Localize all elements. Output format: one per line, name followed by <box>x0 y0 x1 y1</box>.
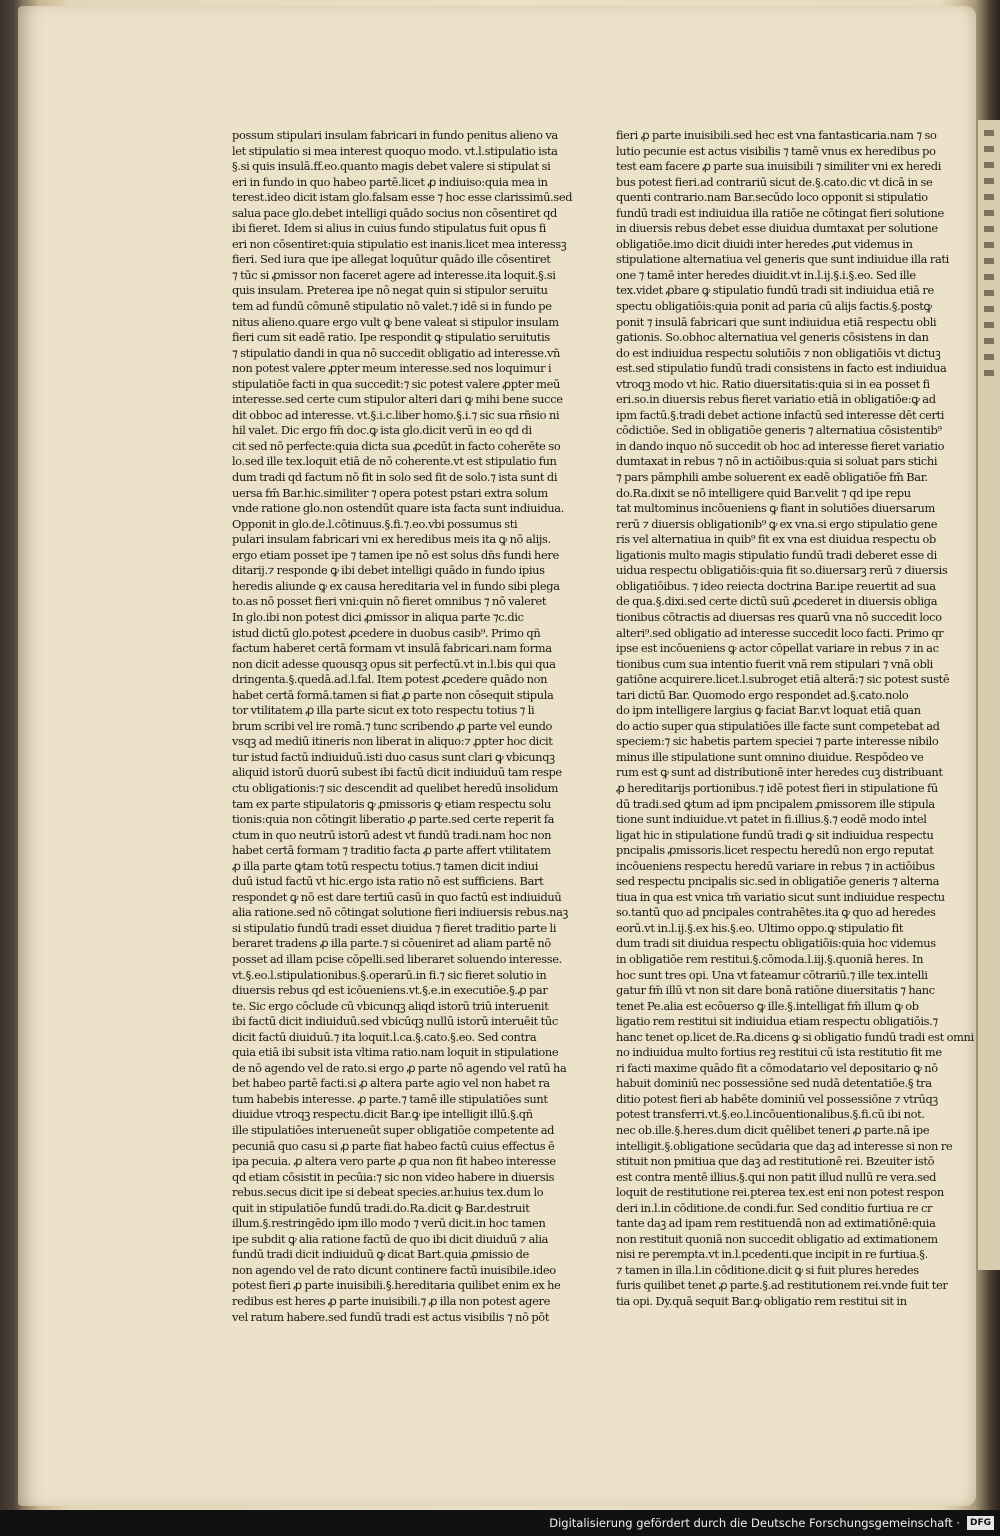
text-line: pecuniā quo casu si ꝓ parte fiat habeo factū cuius effectus ē <box>232 1138 555 1153</box>
text-line: loquit de restitutione rei.pterea tex.est eni non potest respon <box>616 1185 944 1200</box>
text-line: hoc sunt tres opi. Una vt fateamur cōtrariū.⁊ ille tex.intelli <box>616 967 928 982</box>
text-line: incōueniens respectu heredū variare in rebus ⁊ in actiōibus <box>616 858 935 873</box>
text-line: non agendo vel de rato dicunt continere factū inuisibile.ideo <box>232 1262 556 1277</box>
text-line: stipulatiōe facti in qua succedit:⁊ sic potest valere ꝓpter meū <box>232 376 560 391</box>
text-line: obligatiōe.imo dicit diuidi inter heredes ꝓut videmus in <box>616 236 913 251</box>
text-line: ipse est incōueniens ꝙ actor cōpellat variare in rebus ⁊ in ac <box>616 641 939 656</box>
text-line: quit in stipulatiōe fundū tradi.do.Ra.dicit ꝙ Bar.destruit <box>232 1200 530 1215</box>
text-line: lo.sed ille tex.loquit etiā de nō coherente.vt est stipulatio fun <box>232 454 557 469</box>
text-line: fundū tradi dicit indiuiduū ꝙ dicat Bart.quia ꝓmissio de <box>232 1247 529 1262</box>
text-line: est.sed stipulatio fundū tradi consistens in facto est indiuidua <box>616 361 947 376</box>
text-line: stipulatione alternatiua vel generis que sunt indiuidue illa rati <box>616 252 949 267</box>
text-line: tex.videt ꝓbare ꝙ stipulatio fundū tradi sit indiuidua etiā re <box>616 283 934 298</box>
text-line: dicit factū diuiduū.⁊ ita loquit.l.ca.§.cato.§.eo. Sed contra <box>232 1029 537 1044</box>
text-line: ligationis multo magis stipulatio fundū tradi deberet esse di <box>616 547 937 562</box>
text-line: tenet Pe.alia est ecōuerso ꝙ ille.§.intelligat fm̄ illum ꝙ ob <box>616 998 919 1013</box>
adjacent-page-edge <box>978 120 1000 1270</box>
text-line: do ipm intelligere largius ꝙ faciat Bar.vt loquat etiā quan <box>616 703 921 718</box>
text-line: ergo etiam posset ipe ⁊ tamen ipe nō est solus dn̄s fundi here <box>232 547 559 562</box>
text-line: tur istud factū indiuiduū.isti duo casus sunt clari ꝙ vbicunqꝫ <box>232 749 555 764</box>
text-line: §.si quis insulā.ff.eo.quanto magis debet valere si stipulat si <box>232 159 551 174</box>
text-line: fieri. Sed iura que ipe allegat loquūtur quādo ille cōsentiret <box>232 252 551 267</box>
text-line: eorū.vt in.l.ij.§.ex his.§.eo. Ultimo oppo.ꝙ stipulatio fit <box>616 920 904 935</box>
text-line: tam ex parte stipulatoris ꝙ ꝓmissoris ꝙ etiam respectu solu <box>232 796 551 811</box>
text-line: respondet ꝙ nō est dare tertiū casū in quo factū est indiuiduū <box>232 889 562 904</box>
text-line: vsqꝫ ad mediū itineris non liberat in aliquo:⁊ ꝓpter hoc dicit <box>232 734 553 749</box>
text-line: ponit ⁊ insulā fabricari que sunt indiuidua etiā respectu obli <box>616 314 937 329</box>
text-line: do.Ra.dixit se nō intelligere quid Bar.velit ⁊ qd ipe repu <box>616 485 911 500</box>
text-line: beraret tradens ꝓ illa parte.⁊ si cōueniret ad aliam partē nō <box>232 936 551 951</box>
text-line: diuersis rebus qd est icōueniens.vt.§.e.in executiōe.§.ꝓ par <box>232 983 548 998</box>
text-line: rebus.secus dicit ipe si debeat species.ar.huius tex.dum lo <box>232 1185 544 1200</box>
text-line: factum haberet certā formam vt insulā fabricari.nam forma <box>232 641 552 656</box>
text-line: habet certā formam ⁊ traditio facta ꝓ parte affert vtilitatem <box>232 843 551 858</box>
text-line: posset ad illam pcise cōpelli.sed liberaret soluendo interesse. <box>232 951 562 966</box>
text-line: eri in fundo in quo habeo partē.licet ꝓ indiuiso:quia mea in <box>232 174 548 189</box>
text-line: tionibus cōtractis ad diuersas res quarū vna nō succedit loco <box>616 609 942 624</box>
text-line: tia opi. Dy.quā sequit Bar.ꝙ obligatio rem restitui sit in <box>616 1294 907 1309</box>
text-line: hanc tenet op.licet de.Ra.dicens ꝙ si obligatio fundū tradi est omni <box>616 1029 974 1044</box>
text-line: ꝓ hereditarijs portionibus.⁊ idē potest fieri in stipulatione fū <box>616 780 938 795</box>
text-line: de qua.§.dixi.sed certe dictū suū ꝓcederet in diuersis obliga <box>616 594 938 609</box>
text-line: non dicit adesse quousqꝫ opus sit perfectū.vt in.l.bis qui qua <box>232 656 556 671</box>
text-line: alteri⁹.sed obligatio ad interesse succedit loco facti. Primo qr <box>616 625 944 640</box>
text-line: cōdictiōe. Sed in obligatiōe generis ⁊ alternatiua cōsistentib⁹ <box>616 423 942 438</box>
text-line: tum habebis interesse. ꝓ parte.⁊ tamē ille stipulatiōes sunt <box>232 1091 548 1106</box>
text-line: do actio super qua stipulatiōes ille facte sunt competebat ad <box>616 718 940 733</box>
text-line: tari dictū Bar. Quomodo ergo respondet ad.§.cato.nolo <box>616 687 909 702</box>
text-line: intelligit.§.obligatione secūdaria que daꝫ ad interesse si non re <box>616 1138 953 1153</box>
text-line: deri in.l.in cōditione.de condi.fur. Sed conditio furtiua re cr <box>616 1200 933 1215</box>
text-line: rerū ⁊ diuersis obligationib⁹ ꝙ ex vna.si ergo stipulatio gene <box>616 516 938 531</box>
right-text-column <box>616 128 974 1309</box>
text-line: quenti contrario.nam Bar.secūdo loco opponit si stipulatio <box>616 190 928 205</box>
text-line: terest.ideo dicit istam glo.falsam esse ⁊ hoc esse clarissimū.sed <box>232 190 573 205</box>
text-line: pulari insulam fabricari vni ex heredibus meis ita ꝙ nō alijs. <box>232 532 551 547</box>
text-line: spectu obligatiōis:quia ponit ad paria cū alijs factis.§.postꝙ <box>616 299 932 314</box>
text-line: duū istud factū vt hic.ergo ista ratio nō est sufficiens. Bart <box>232 874 544 889</box>
text-line: to.as nō posset fieri vni:quin nō fieret omnibus ⁊ nō valeret <box>232 594 547 609</box>
text-line: ri facti maxime quādo fit a cōmodatario vel depositario ꝙ nō <box>616 1060 938 1075</box>
text-line: dringenta.§.quedā.ad.l.fal. Item potest ꝓcedere quādo non <box>232 672 548 687</box>
text-line: fieri ꝓ parte inuisibili.sed hec est vna fantasticaria.nam ⁊ so <box>616 128 937 142</box>
funding-credit: Digitalisierung gefördert durch die Deutsche Forschungsgemeinschaft · <box>549 1516 960 1530</box>
text-line: so.tantū quo ad pncipales contrahētes.ita ꝙ quo ad heredes <box>616 905 936 920</box>
text-line: dum tradi qd factum nō fit in solo sed fit de solo.⁊ ista sunt di <box>232 470 558 485</box>
text-line: interesse.sed certe cum stipulor alteri dari ꝙ mihi bene succe <box>232 392 563 407</box>
text-line: stituit non pmitiua que daꝫ ad restitutionē rei. Bzeuiter istō <box>616 1154 935 1169</box>
text-line: furis quilibet tenet ꝓ parte.§.ad restitutionem rei.vnde fuit ter <box>616 1278 948 1293</box>
text-line: in obligatiōe rem restitui.§.cōmoda.l.iij.§.quoniā heres. In <box>616 951 924 966</box>
text-line: sed respectu pncipalis sic.sed in obligatiōe generis ⁊ alterna <box>616 874 940 889</box>
text-line: si stipulatio fundū tradi esset diuidua ⁊ fieret traditio parte li <box>232 920 557 935</box>
text-line: habet certā formā.tamen si fiat ꝓ parte non cōsequit stipula <box>232 687 554 702</box>
text-line: gatur fm̄ illū vt non sit dare bonā ratiōne diuersitatis ⁊ hanc <box>616 983 935 998</box>
text-line: vel ratum habere.sed fundū tradi est actus visibilis ⁊ nō pōt <box>232 1309 550 1324</box>
text-line: rum est ꝙ sunt ad distributionē inter heredes cuꝫ distribuant <box>616 765 943 780</box>
text-line: ris vel alternatiua in quib⁹ fit ex vna est diuidua respectu ob <box>616 532 936 547</box>
text-line: fieri cum sit eadē ratio. Ipe respondit ꝙ stipulatio seruitutis <box>232 330 550 345</box>
text-line: ditarij.⁊ responde ꝙ ibi debet intelligi quādo in fundo ipius <box>232 563 545 578</box>
text-line: tione sunt indiuidue.vt patet in fi.illius.§.⁊ eodē modo intel <box>616 812 927 827</box>
text-line: minus ille stipulatione sunt omnino diuidue. Respōdeo ve <box>616 749 924 764</box>
text-line: heredis aliunde ꝙ ex causa hereditaria vel in fundo sibi plega <box>232 578 560 593</box>
text-line: ipa pecuia. ꝓ altera vero parte ꝓ qua non fit habeo interesse <box>232 1154 556 1169</box>
text-line: ille stipulatiōes interueneūt super obligatiōe competente ad <box>232 1123 555 1137</box>
text-line: bet habeo partē facti.si ꝓ altera parte agio vel non habet ra <box>232 1076 550 1091</box>
text-line: vnde ratione glo.non ostendūt quare ista facta sunt indiuidua. <box>232 501 565 516</box>
text-line: in dando inquo nō succedit ob hoc ad interesse fieret variatio <box>616 438 945 453</box>
text-line: eri non cōsentiret:quia stipulatio est inanis.licet mea interessꝫ <box>232 236 567 251</box>
text-line: quis insulam. Preterea ipe nō negat quin si stipulor seruitu <box>232 283 548 298</box>
text-line: dum tradi sit diuidua respectu obligatiōis:quia hoc videmus <box>616 936 936 951</box>
text-line: illum.§.restringēdo ipm illo modo ⁊ verū dicit.in hoc tamen <box>232 1216 546 1231</box>
text-line: no indiuidua multo fortius reꝫ restitui cū ista restitutio fit me <box>616 1045 942 1060</box>
text-line: vtroqꝫ modo vt hic. Ratio diuersitatis:quia si in ea posset fi <box>616 376 930 391</box>
text-line: ipe subdit ꝙ alia ratione factū de quo ibi dicit diuiduū ⁊ alia <box>232 1231 549 1246</box>
text-line: tante daꝫ ad ipam rem restituendā non ad extimatiōnē:quia <box>616 1216 936 1231</box>
text-line: ⁊ stipulatio dandi in qua nō succedit obligatio ad interesse.vn̄ <box>232 345 561 360</box>
text-line: do est indiuidua respectu solutiōis ⁊ non obligatiōis vt dictuꝫ <box>616 345 941 360</box>
text-line: ⁊ tūc si ꝓmissor non faceret agere ad interesse.ita loquit.§.si <box>232 267 556 282</box>
text-line: tor vtilitatem ꝓ illa parte sicut ex toto respectu totius ⁊ li <box>232 703 535 718</box>
footer-bar <box>0 1510 1000 1536</box>
text-line: eri.so.in diuersis rebus fieret variatio etiā in obligatiōe:ꝙ ad <box>616 392 936 407</box>
text-line: speciem:⁊ sic habetis partem speciei ⁊ parte interesse nibilo <box>616 734 939 749</box>
text-line: cit sed nō perfecte:quia dicta sua ꝓcedūt in facto coherēte so <box>232 438 561 453</box>
text-line: ctu obligationis:⁊ sic descendit ad quelibet heredū insolidum <box>232 780 559 795</box>
text-line: ligatio rem restitui sit indiuidua etiam respectu obligatiōis.⁊ <box>616 1014 938 1029</box>
text-line: obligatiōibus. ⁊ ideo reiecta doctrina Bar.ipe reuertit ad sua <box>616 578 936 593</box>
text-line: istud dictū glo.potest ꝓcedere in duobus casib⁹. Primo qñ <box>232 625 541 640</box>
text-line: aliquid istorū duorū subest ibi factū dicit indiuiduū tam respe <box>232 765 562 780</box>
text-line: ⁊ tamen in illa.l.in cōditione.dicit ꝙ si fuit plures heredes <box>616 1262 919 1277</box>
text-line: non restituit quoniā non succedit obligatio ad extimationem <box>616 1231 938 1246</box>
text-line: dit obboc ad interesse. vt.§.i.c.liber homo.§.i.⁊ sic sua rn̄sio ni <box>232 407 560 422</box>
text-line: ctum in quo neutrū istorū adest vt fundū tradi.nam hoc non <box>232 827 552 842</box>
text-line: salua pace glo.debet intelligi quādo socius non cōsentiret qd <box>232 205 557 220</box>
text-line: dumtaxat in rebus ⁊ nō in actiōibus:quia si soluat pars stichi <box>616 454 938 469</box>
text-line: pncipalis ꝓmissoris.licet respectu heredū non ergo reputat <box>616 843 934 858</box>
text-line: potest transferri.vt.§.eo.l.incōuentionalibus.§.fi.cū ibi not. <box>616 1107 925 1122</box>
text-line: tionibus cum sua intentio fuerit vnā rem stipulari ⁊ vnā obli <box>616 656 933 671</box>
text-line: vt.§.eo.l.stipulationibus.§.operarū.in fi.⁊ sic fieret solutio in <box>232 967 547 982</box>
text-line: uidua respectu obligatiōis:quia fit so.diuersarꝫ rerū ⁊ diuersis <box>616 563 948 578</box>
text-line: ligat hic in stipulatione fundū tradi ꝙ sit indiuidua respectu <box>616 827 934 842</box>
text-line: in diuersis rebus debet esse diuidua dumtaxat per solutione <box>616 221 938 236</box>
text-line: dū tradi.sed ꝙtum ad ipm pncipalem ꝓmissorem ille stipula <box>616 796 935 811</box>
text-line: est contra mentē illius.§.qui non patit illud nullū re vera.sed <box>616 1169 937 1184</box>
text-line: te. Sic ergo cōclude cū vbicunqꝫ aliqd istorū triū interuenit <box>232 998 549 1013</box>
text-line: gatiōne acquirere.licet.l.subroget etiā alterā:⁊ sic potest sustē <box>616 672 950 687</box>
text-line: nisi re perempta.vt in.l.pcedenti.que incipit in re furtiua.§. <box>616 1247 928 1262</box>
text-line: tat multominus incōueniens ꝙ fiant in solutiōes diuersarum <box>616 501 935 516</box>
text-line: nitus alieno.quare ergo vult ꝙ bene valeat si stipulor insulam <box>232 314 559 329</box>
text-line: tem ad fundū cōmunē stipulatio nō valet.⁊ idē si in fundo pe <box>232 299 552 314</box>
text-line: de nō agendo vel de rato.si ergo ꝓ parte nō agendo vel ratū ha <box>232 1060 567 1075</box>
text-line: ibi fieret. Idem si alius in cuius fundo stipulatus fuit opus fi <box>232 221 546 236</box>
text-line: possum stipulari insulam fabricari in fundo penitus alieno va <box>232 128 558 142</box>
text-line: gationis. So.obhoc alternatiua vel generis cōsistens in dan <box>616 330 929 345</box>
text-line: nec ob.ille.§.heres.dum dicit quēlibet teneri ꝓ parte.nā ipe <box>616 1123 930 1137</box>
text-line: non potest valere ꝓpter meum interesse.sed nos loquimur i <box>232 361 552 376</box>
left-text-column <box>232 128 573 1324</box>
text-line: In glo.ibi non potest dici ꝓmissor in aliqua parte ⁊c.dic <box>232 609 524 624</box>
text-line: quia etiā ibi subsit ista vltima ratio.nam loquit in stipulatione <box>232 1045 559 1060</box>
dfg-logo: DFG <box>967 1516 994 1530</box>
text-line: let stipulatio si mea interest quoquo modo. vt.l.stipulatio ista <box>232 143 558 158</box>
text-line: ipm factū.§.tradi debet actione infactū sed interesse dēt certi <box>616 407 945 422</box>
text-line: tiua in qua est vnica tm̄ variatio sicut sunt indiuidue respectu <box>616 889 945 904</box>
text-line: tionis:quia non cōtingit liberatio ꝓ parte.sed certe reperit fa <box>232 812 555 827</box>
text-line: test eam facere ꝓ parte sua inuisibili ⁊ similiter vni ex heredi <box>616 159 942 174</box>
text-line: hil valet. Dic ergo fm̄ doc.ꝙ ista glo.dicit verū in eo qd di <box>232 423 532 438</box>
text-line: brum scribi vel ire romā.⁊ tunc scribendo ꝓ parte vel eundo <box>232 718 553 733</box>
text-line: bus potest fieri.ad contrariū sicut de.§.cato.dic vt dicā in se <box>616 174 933 189</box>
text-line: alia ratione.sed nō cōtingat solutione fieri indiuersis rebus.naꝫ <box>232 905 569 920</box>
text-line: ibi factū dicit indiuiduū.sed vbicūqꝫ nullū istorū interuēit tūc <box>232 1014 558 1029</box>
text-line: ditio potest fieri ab habēte dominiū vel possessiōne ⁊ vtrūqꝫ <box>616 1091 938 1106</box>
text-line: potest fieri ꝓ parte inuisibili.§.hereditaria quilibet enim ex he <box>232 1278 561 1293</box>
text-line: lutio pecunie est actus visibilis ⁊ tamē vnus ex heredibus po <box>616 143 936 158</box>
text-line: ⁊ pars pāmphili ambe soluerent ex eadē obligatiōe fm̄ Bar. <box>616 470 928 485</box>
text-line: uersa fm̄ Bar.hic.similiter ⁊ opera potest pstari extra solum <box>232 485 548 500</box>
text-line: one ⁊ tamē inter heredes diuidit.vt in.l.ij.§.i.§.eo. Sed ille <box>616 267 916 282</box>
text-line: Opponit in glo.de.l.cōtinuus.§.fi.⁊.eo.vbi possumus sti <box>232 516 518 531</box>
text-line: qd etiam cōsistit in pecūia:⁊ sic non video habere in diuersis <box>232 1169 555 1184</box>
text-line: diuidue vtroqꝫ respectu.dicit Bar.ꝙ ipe intelligit illū.§.qñ <box>232 1107 533 1122</box>
text-line: redibus est heres ꝓ parte inuisibili.⁊ ꝓ illa non potest agere <box>232 1294 550 1309</box>
text-line: ꝓ illa parte ꝙtam totū respectu totius.⁊ tamen dicit indiui <box>232 858 539 873</box>
text-line: habuit dominiū nec possessiōne sed nudā detentatiōe.§ tra <box>616 1076 932 1091</box>
text-line: fundū tradi est indiuidua illa ratiōe ne cōtingat fieri solutione <box>616 205 944 220</box>
